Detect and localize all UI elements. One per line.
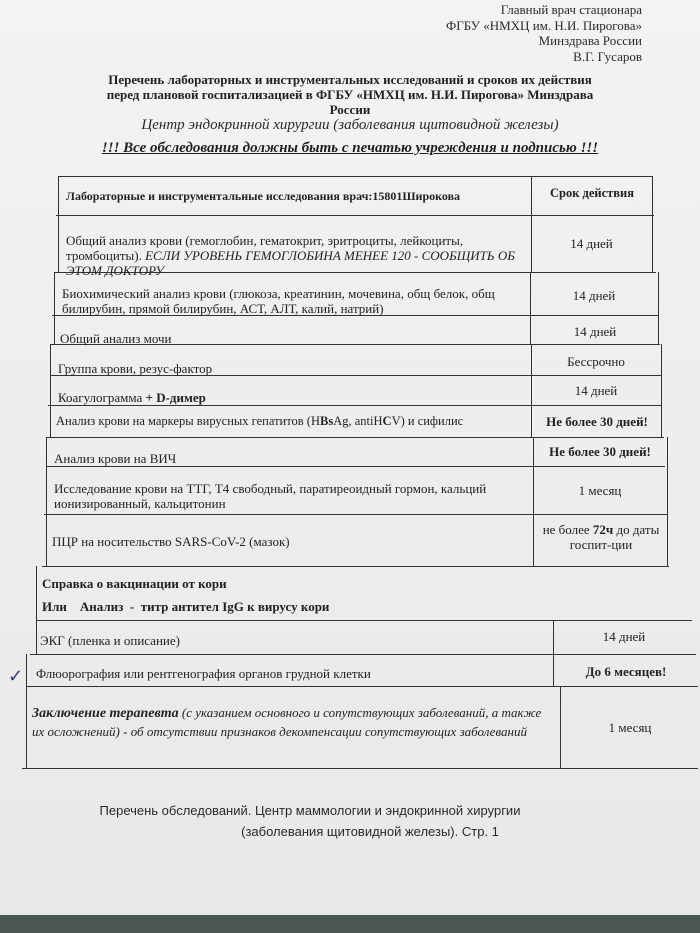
table-row: Общий анализ крови (гемоглобин, гематокрит, эритроциты, лейкоциты, тромбоциты). ЕСЛИ УРОВЕНЬ ГЕМОГЛОБИНА МЕНЕЕ 120 - СООБЩИТЬ ОБ ЭТОМ ДОКТОРУ [66, 233, 515, 278]
table-row: ЭКГ (пленка и описание) [40, 633, 180, 648]
validity-cell: Не более 30 дней! [549, 444, 651, 459]
table-row: Анализ крови на ВИЧ [54, 451, 177, 466]
document-title: Перечень лабораторных и инструментальных исследований и сроков их действия перед плановой госпитализацией в ФГБУ «НМХЦ им. Н.И. Пирогова» Минздрава России [106, 72, 594, 117]
footer-line-1: Перечень обследований. Центр маммологии и эндокринной хирургии [99, 803, 521, 818]
approval-line-2: ФГБУ «НМХЦ им. Н.И. Пирогова» [445, 17, 642, 33]
validity-cell: 14 дней [570, 236, 613, 251]
footer-line-2: (заболевания щитовидной железы). Стр. 1 [241, 824, 499, 839]
page-footer [40, 800, 580, 842]
table-row: Заключение терапевта (с указанием основного и сопутствующих заболеваний, а также их осложнений) - об отсутствии признаков декомпенсации сопутствующих заболеваний [32, 705, 542, 739]
validity-cell: До 6 месяцев! [585, 664, 667, 679]
validity-cell: 14 дней [572, 288, 616, 303]
validity-cell: 14 дней [573, 324, 617, 339]
table-row: Анализ крови на маркеры вирусных гепатитов (HBsAg, antiHCV) и сифилис [56, 414, 464, 428]
measles-antibody-row: Или Анализ - титр антител IgG к вирусу кори [42, 599, 330, 614]
validity-cell: 1 месяц [608, 720, 652, 735]
validity-cell: 14 дней [602, 629, 646, 644]
table-row: Флюорография или рентгенография органов грудной клетки [36, 666, 371, 681]
stamp-warning: !!! Все обследования должны быть с печатью учреждения и подписью !!! [101, 140, 599, 156]
validity-cell: Бессрочно [567, 354, 625, 369]
table-row: Биохимический анализ крови (глюкоза, креатинин, мочевина, общ белок, общ билирубин, прямой билирубин, АСТ, АЛТ, калий, натрий) [62, 286, 495, 316]
table-row: Общий анализ мочи [60, 331, 172, 346]
validity-cell: 14 дней [574, 383, 618, 398]
table-row: Коагулограмма + D-димер [58, 390, 206, 405]
table-row: Группа крови, резус-фактор [58, 361, 213, 376]
validity-cell: не более 72ч до даты госпит-ции [542, 522, 660, 552]
approval-line-1: Главный врач стационара [500, 2, 642, 17]
validity-cell: Не более 30 дней! [546, 414, 648, 429]
table-row: Исследование крови на ТТГ, Т4 свободный, паратиреоидный гормон, кальций ионизированный, кальцитонин [54, 481, 487, 511]
checkmark-icon: ✓ [8, 666, 24, 686]
header-validity-column: Срок действия [549, 186, 635, 200]
validity-cell: 1 месяц [578, 483, 622, 498]
header-test-column: Лабораторные и инструментальные исследования врач:15801Широкова [66, 189, 461, 203]
table-row: ПЦР на носительство SARS-CoV-2 (мазок) [52, 534, 290, 549]
measles-vaccination-row: Справка о вакцинации от кори [42, 576, 227, 591]
approval-line-3: Минздрава России [538, 33, 642, 48]
approval-line-4: В.Г. Гусаров [573, 48, 642, 64]
center-name: Центр эндокринной хирургии (заболевания щитовидной железы) [141, 117, 559, 133]
